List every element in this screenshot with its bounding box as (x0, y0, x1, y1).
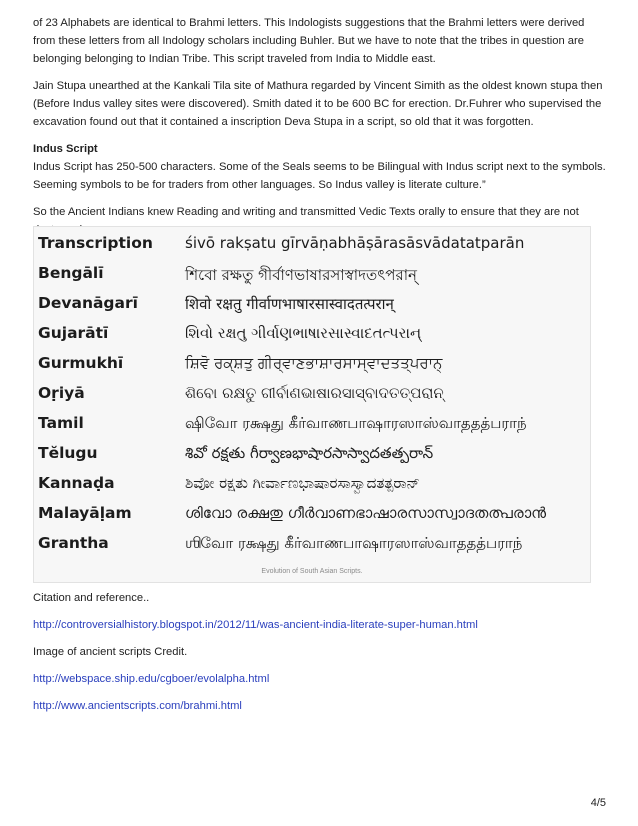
script-name: Bengālī (38, 264, 104, 282)
script-sample: ਸ਼ਿਵੋ ਰਕ੍ਸ਼ਤੁ ਗੀਰ੍ਵਾਣਭਾਸ਼ਾਰਸਾਸ੍ਵਾਦਤਤ੍ਪਰਾਨ੍ (185, 354, 443, 372)
script-sample: ಶಿವೋ ರಕ್ಷತು ಗೀರ್ವಾಣಭಾಷಾರಸಾಸ್ವಾದತತ್ಪರಾನ್ (185, 474, 420, 492)
script-name: Tĕlugu (38, 444, 98, 462)
text-line: belonging belonging to Indian Tribe. This script traveled from India to Middle east. (33, 53, 436, 65)
text-line: Seeming symbols to be for traders from other languages. So Indus valley is literate culture.” (33, 179, 486, 191)
script-sample: ଶିବୋ ରକ୍ଷତୁ ଗୀର୍ବାଣଭାଷାରସାସ୍ବାଦତତ୍ପରାନ୍ (185, 384, 444, 402)
article-body (33, 14, 608, 239)
text-line: Indus Script has 250-500 characters. Some of the Seals seems to be Bilingual with Indus script next to the symbols. (33, 161, 606, 173)
script-sample: ஶிவோ ரக்ஷது கீர்வாணபாஷாரஸாஸ்வாததத்பராந் (185, 534, 523, 552)
script-name: Gujarātī (38, 324, 109, 342)
script-sample: śivō rakṣatu gīrvāṇabhāṣārasāsvādatatparān (185, 234, 525, 252)
text-line: of 23 Alphabets are identical to Brahmi letters. This Indologists suggestions that the Brahmi letters were derived (33, 17, 585, 29)
text-line: (Before Indus valley sites were discovered). Smith dated it to be 600 BC for erection. Dr.Fuhrer who supervised the (33, 98, 602, 110)
citation-label: Citation and reference.. (33, 592, 150, 604)
paragraph-brahmi (33, 14, 608, 68)
figure-caption: Evolution of South Asian Scripts. (261, 568, 363, 575)
script-sample: ஷிவோ ரக்ஷது கீர்வாணபாஷாரஸாஸ்வாததத்பராந் (185, 414, 527, 432)
text-line: So the Ancient Indians knew Reading and writing and transmitted Vedic Texts orally to ensure that they are not (33, 206, 579, 218)
script-sample: శివో రక్షతు గీర్వాణభాషారసాస్వాదతత్పరాన్ (185, 444, 434, 462)
script-name: Devanāgarī (38, 294, 138, 312)
reference-link[interactable]: http://controversialhistory.blogspot.in/2012/11/was-ancient-india-literate-super-human.html (33, 619, 478, 631)
script-name: Tamil (38, 414, 84, 432)
script-name: Grantha (38, 534, 109, 552)
script-sample: শিবো রক্ষতু গীর্বাণভাষারসাস্বাদতৎপরান্ (185, 266, 417, 284)
text-line: Jain Stupa unearthed at the Kankali Tila site of Mathura regarded by Vincent Simith as the oldest known stupa then (33, 80, 603, 92)
script-name: Transcription (38, 234, 153, 252)
text-line: excavation found out that it contained a inscription Deva Stupa in a script, so old that it was forgotten. (33, 116, 534, 128)
section-heading: Indus Script (33, 143, 98, 155)
script-sample: ശിവോ രക്ഷതു ഗീർവാണഭാഷാരസാസ്വാദതത്പരാൻ (185, 504, 547, 522)
script-name: Malayāḷam (38, 504, 132, 522)
script-sample: શિવો રક્ષતુ ગીર્વાણભાષારસાસ્વાદતત્પરાન્ (185, 324, 422, 342)
reference-link[interactable]: http://webspace.ship.edu/cgboer/evolalpha.html (33, 673, 270, 685)
script-name: Gurmukhī (38, 354, 124, 372)
references-section (33, 589, 608, 715)
text-line: from these letters from all Indology scholars including Buhler. But we have to note that the tribes in question are (33, 35, 584, 47)
paragraph-jain-stupa (33, 77, 608, 131)
script-name: Oṛiyā (38, 384, 85, 402)
page-number: 4/5 (590, 797, 606, 809)
script-sample: शिवो रक्षतु गीर्वाणभाषारसास्वादतत्परान् (185, 295, 394, 313)
reference-link[interactable]: http://www.ancientscripts.com/brahmi.html (33, 700, 242, 712)
script-name: Kannaḍa (38, 474, 115, 492)
paragraph-indus-script (33, 158, 608, 194)
credit-label: Image of ancient scripts Credit. (33, 646, 188, 658)
scripts-figure (33, 226, 591, 583)
